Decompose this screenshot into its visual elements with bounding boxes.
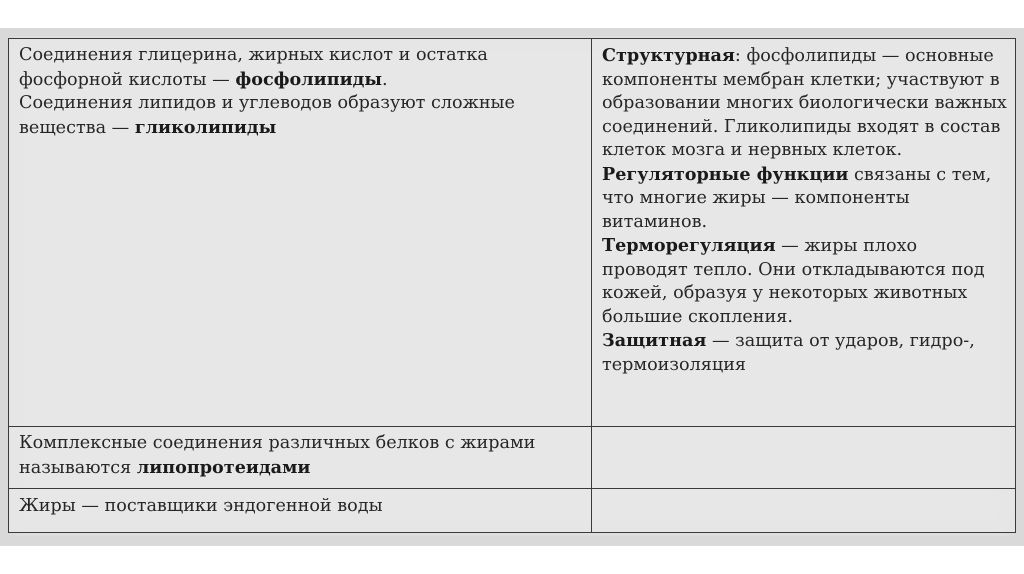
table-row	[9, 427, 1016, 489]
term-bold: Регуляторные функции	[602, 163, 849, 185]
paragraph: Регуляторные функции связаны с тем, что многие жиры — компоненты витаминов.	[602, 163, 992, 232]
term-bold: липопротеидами	[136, 456, 311, 478]
table-cell-right-empty	[592, 427, 1016, 489]
paragraph: Структурная: фосфолипиды — основные компоненты мембран клетки; участвуют в образовании многих биологически важных соединений. Гликолипиды входят в состав клеток мозга и нервных клеток.	[602, 45, 1007, 160]
table-row	[9, 39, 1016, 427]
paragraph: Терморегуляция — жиры плохо проводят тепло. Они откладываются под кожей, образуя у некоторых животных большие скопления.	[602, 235, 985, 327]
paragraph: Соединения липидов и углеводов образуют сложные вещества — гликолипиды	[19, 93, 515, 138]
table-cell-left	[9, 489, 592, 533]
paragraph: Комплексные соединения различных белков с жирами называются липопротеидами	[19, 433, 536, 478]
table-row	[9, 489, 1016, 533]
term-bold: Терморегуляция	[602, 235, 776, 256]
term-bold: гликолипиды	[134, 116, 277, 138]
paragraph: Защитная — защита от ударов, гидро-, термоизоляция	[602, 330, 975, 375]
table-cell-right	[592, 39, 1016, 427]
table-cell-left	[9, 427, 592, 489]
lipid-functions-table	[8, 38, 1016, 533]
term-bold: Защитная	[602, 330, 707, 351]
paragraph: Соединения глицерина, жирных кислот и остатка фосфорной кислоты — фосфолипиды.	[19, 45, 488, 90]
term-bold: фосфолипиды	[235, 68, 383, 90]
table-cell-left	[9, 39, 592, 427]
term-bold: Структурная	[602, 45, 735, 66]
table-cell-right-empty	[592, 489, 1016, 533]
paragraph: Жиры — поставщики эндогенной воды	[19, 496, 383, 516]
